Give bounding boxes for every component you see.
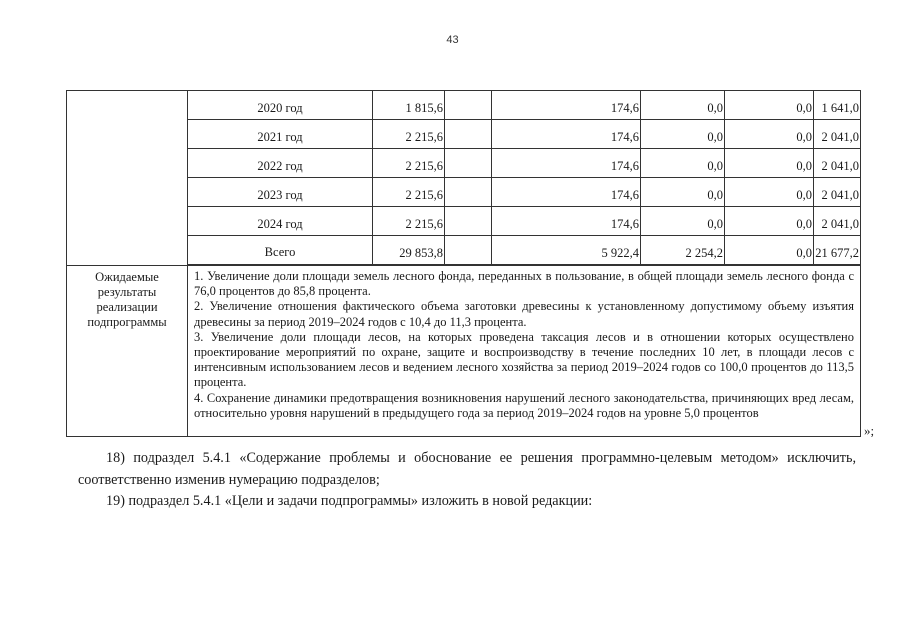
other-amount-cell: 0,0 <box>725 236 814 265</box>
funding-table <box>66 90 861 437</box>
result-item: 3. Увеличение доли площади лесов, на которых проведена таксация лесов и в отношении которых осуществлено проектирование мероприятий по охране, защите и воспроизводству в течение последних 10 лет, в площади лесов с интенсивным использованием лесов и ведением лесного хозяйства за период 2019–2024 годов со 100,0 процентов до 113,5 процента. <box>194 329 854 390</box>
federal-amount-cell <box>445 91 492 120</box>
extra-amount-cell: 2 041,0 <box>814 120 861 149</box>
paragraph-18 <box>78 447 856 491</box>
total-amount-cell: 1 815,6 <box>373 91 445 120</box>
regional-amount-cell: 5 922,4 <box>492 236 641 265</box>
year-cell: 2023 год <box>188 178 373 207</box>
paragraph-18-text: 18) подраздел 5.4.1 «Содержание проблемы и обоснование ее решения программно-целевым методом» исключить, соответственно изменив нумерацию подразделов; <box>78 450 856 488</box>
other-amount-cell: 0,0 <box>725 178 814 207</box>
table-merged-empty-cell <box>67 91 188 265</box>
result-item: 4. Сохранение динамики предотвращения возникновения нарушений лесного законодательства, причиняющих вред лесам, относительно уровня нарушений в предыдущего года за период 2019–2024 годов на уровне 5,0 процентов <box>194 390 854 420</box>
local-amount-cell: 0,0 <box>641 91 725 120</box>
federal-amount-cell <box>445 120 492 149</box>
year-cell: 2020 год <box>188 91 373 120</box>
other-amount-cell: 0,0 <box>725 207 814 236</box>
regional-amount-cell: 174,6 <box>492 207 641 236</box>
extra-amount-cell: 21 677,2 <box>814 236 861 265</box>
other-amount-cell: 0,0 <box>725 91 814 120</box>
year-cell: 2022 год <box>188 149 373 178</box>
total-amount-cell: 2 215,6 <box>373 120 445 149</box>
expected-results-label: Ожидаемые результаты реализации подпрограммы <box>67 265 188 437</box>
local-amount-cell: 0,0 <box>641 149 725 178</box>
total-amount-cell: 2 215,6 <box>373 149 445 178</box>
other-amount-cell: 0,0 <box>725 149 814 178</box>
extra-amount-cell: 1 641,0 <box>814 91 861 120</box>
extra-amount-cell: 2 041,0 <box>814 149 861 178</box>
extra-amount-cell: 2 041,0 <box>814 178 861 207</box>
extra-amount-cell: 2 041,0 <box>814 207 861 236</box>
expected-results-text <box>188 265 861 437</box>
closing-quote: »; <box>864 423 875 438</box>
federal-amount-cell <box>445 149 492 178</box>
regional-amount-cell: 174,6 <box>492 149 641 178</box>
paragraph-19-text: 19) подраздел 5.4.1 «Цели и задачи подпрограммы» изложить в новой редакции: <box>106 493 593 509</box>
local-amount-cell: 0,0 <box>641 120 725 149</box>
federal-amount-cell <box>445 178 492 207</box>
total-amount-cell: 2 215,6 <box>373 178 445 207</box>
year-cell: 2021 год <box>188 120 373 149</box>
regional-amount-cell: 174,6 <box>492 120 641 149</box>
federal-amount-cell <box>445 207 492 236</box>
regional-amount-cell: 174,6 <box>492 178 641 207</box>
federal-amount-cell <box>445 236 492 265</box>
other-amount-cell: 0,0 <box>725 120 814 149</box>
page-number: 43 <box>446 34 459 46</box>
result-item: 2. Увеличение отношения фактического объема заготовки древесины к установленному допустимому объему изъятия древесины за период 2019–2024 годов с 10,4 до 11,3 процента. <box>194 299 854 329</box>
local-amount-cell: 0,0 <box>641 178 725 207</box>
paragraph-19 <box>78 490 856 512</box>
total-amount-cell: 29 853,8 <box>373 236 445 265</box>
result-item: 1. Увеличение доли площади земель лесного фонда, переданных в пользование, в общей площади земель лесного фонда с 76,0 процентов до 85,8 процента. <box>194 269 854 299</box>
total-row-label: Всего <box>188 236 373 265</box>
local-amount-cell: 2 254,2 <box>641 236 725 265</box>
local-amount-cell: 0,0 <box>641 207 725 236</box>
total-amount-cell: 2 215,6 <box>373 207 445 236</box>
regional-amount-cell: 174,6 <box>492 91 641 120</box>
year-cell: 2024 год <box>188 207 373 236</box>
